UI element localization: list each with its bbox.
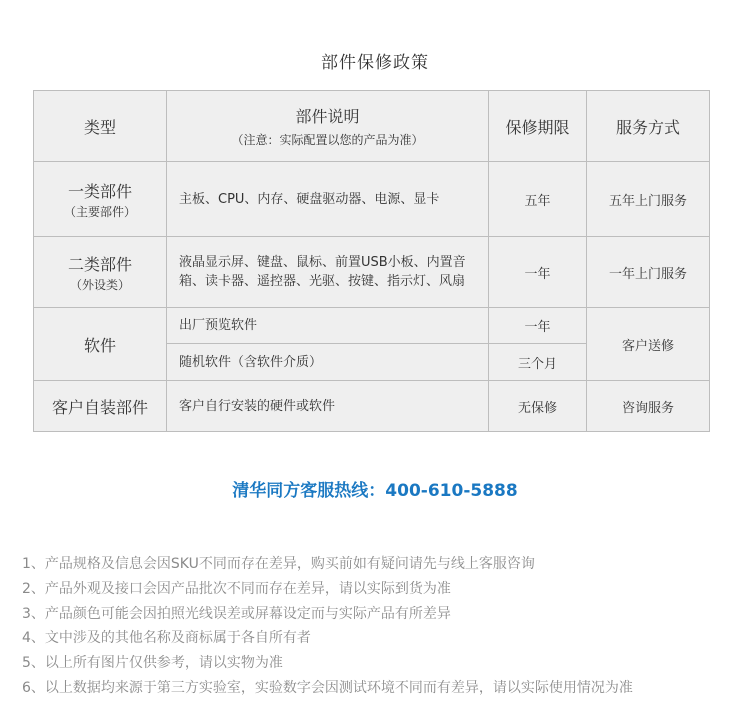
type-label: 二类部件 [67,254,132,274]
cell-type [34,381,167,432]
cell-service: 咨询服务 [587,381,710,432]
cell-service: 五年上门服务 [587,162,710,237]
cell-description: 主板、CPU、内存、硬盘驱动器、电源、显卡 [167,162,489,237]
note-item: 1、产品规格及信息会因SKU不同而存在差异，购买前如有疑问请先与线上客服咨询 [22,556,535,572]
note-item: 3、产品颜色可能会因拍照光线误差或屏幕设定而与实际产品有所差异 [22,605,451,622]
cell-period: 一年 [489,237,587,308]
note-item: 6、以上数据均来源于第三方实验室，实验数字会因测试环境不同而有差异，请以实际使用情况为准 [22,679,633,696]
note-item: 4、文中涉及的其他名称及商标属于各自所有者 [22,630,311,647]
cell-description: 客户自行安装的硬件或软件 [167,381,489,432]
type-label: 一类部件 [67,181,132,201]
type-sublabel: （主要部件） [63,204,136,219]
warranty-policy-table [33,90,710,432]
cell-period: 三个月 [489,344,587,381]
page-title: 部件保修政策 [321,53,429,73]
cell-service: 一年上门服务 [587,237,710,308]
cell-period: 一年 [489,308,587,344]
cell-period: 五年 [489,162,587,237]
table-row [34,308,710,344]
cell-description: 随机软件（含软件介质） [167,344,489,381]
note-item: 5、以上所有图片仅供参考，请以实物为准 [22,655,283,672]
note-item: 2、产品外观及接口会因产品批次不同而存在差异，请以实际到货为准 [22,580,451,597]
table-row [34,162,710,237]
header-service-method: 服务方式 [587,91,710,162]
cell-period: 无保修 [489,381,587,432]
customer-service-hotline: 清华同方客服热线：400-610-5888 [232,481,518,501]
type-sublabel: （外设类） [69,277,130,292]
cell-type [34,308,167,381]
notes-list [22,552,742,701]
header-description-note: （注意：实际配置以您的产品为准） [231,133,424,147]
header-description-main: 部件说明 [295,107,360,126]
cell-type [34,162,167,237]
cell-description: 液晶显示屏、键盘、鼠标、前置USB小板、内置音箱、读卡器、遥控器、光驱、按键、指示灯、风扇 [167,237,489,308]
type-label: 客户自装部件 [51,397,148,417]
type-label: 软件 [83,335,116,355]
table-header-row [34,91,710,162]
cell-description: 出厂预览软件 [167,308,489,344]
cell-service: 客户送修 [587,308,710,381]
table-row [34,237,710,308]
cell-type [34,237,167,308]
header-type: 类型 [34,91,167,162]
header-description [167,91,489,162]
header-warranty-period: 保修期限 [489,91,587,162]
table-row [34,381,710,432]
